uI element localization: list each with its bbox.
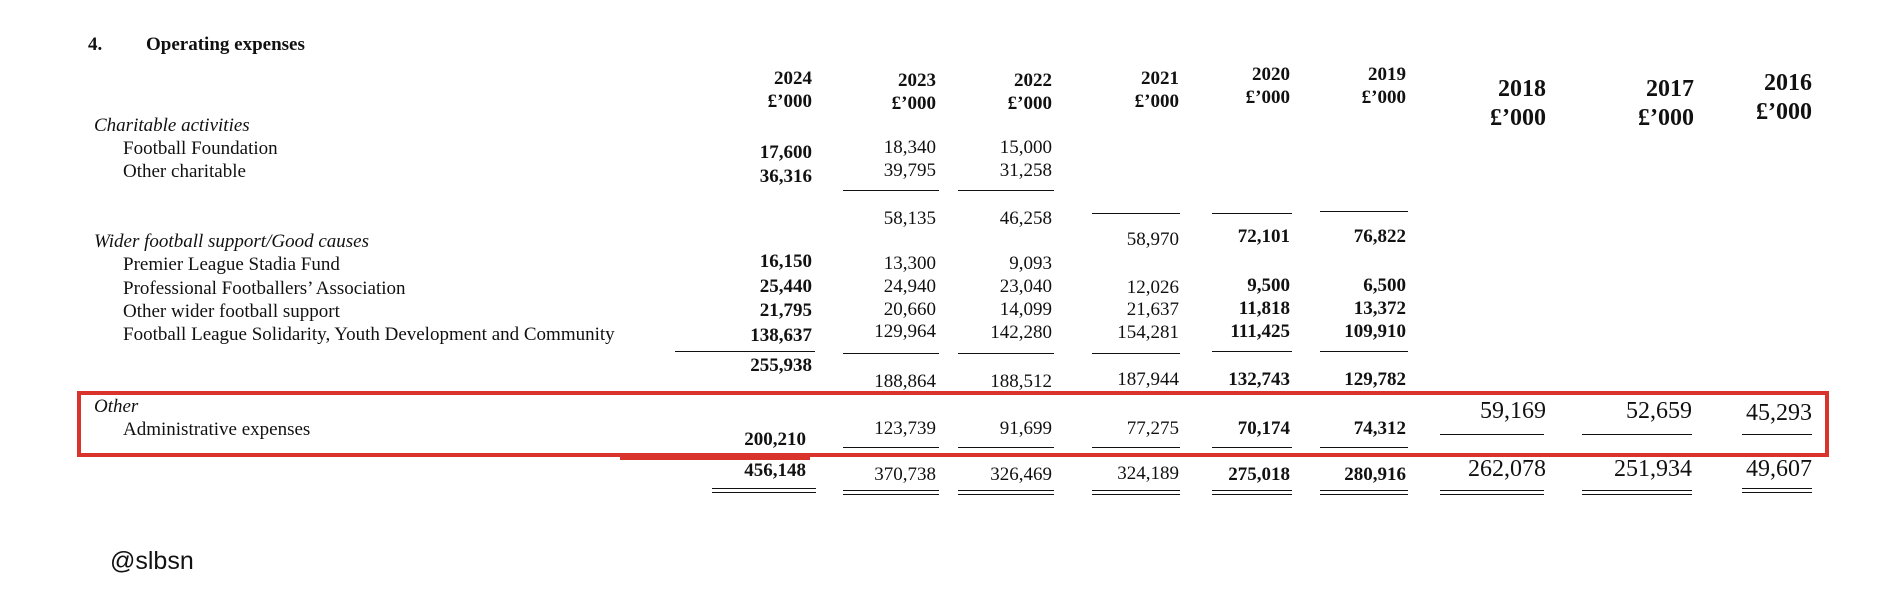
row-label-football-league: Football League Solidarity, Youth Development and Community xyxy=(123,324,615,345)
cell: 9,093 xyxy=(1009,253,1052,274)
other-heading: Other xyxy=(94,396,139,417)
cell: 21,795 xyxy=(759,300,812,321)
wider-subtotal: 188,864 xyxy=(874,371,936,392)
cell: 23,040 xyxy=(999,276,1052,297)
cell: 11,818 xyxy=(1238,298,1290,319)
row-label-other-wider: Other wider football support xyxy=(123,301,340,322)
total-cell: 456,148 xyxy=(744,460,806,481)
underline xyxy=(958,353,1054,354)
total-cell: 370,738 xyxy=(874,464,936,485)
wider-subtotal: 188,512 xyxy=(990,371,1052,392)
charitable-subtotal: 46,258 xyxy=(999,208,1052,229)
underline xyxy=(1092,213,1180,214)
cell: 12,026 xyxy=(1126,277,1179,298)
underline xyxy=(1212,213,1292,214)
admin-cell: 123,739 xyxy=(874,418,936,439)
double-underline xyxy=(1320,490,1408,495)
admin-cell: 52,659 xyxy=(1626,398,1692,424)
cell: 18,340 xyxy=(883,137,936,158)
admin-cell: 200,210 xyxy=(744,429,806,450)
underline xyxy=(1320,211,1408,212)
admin-cell: 70,174 xyxy=(1237,418,1290,439)
total-cell: 326,469 xyxy=(990,464,1052,485)
cell: 17,600 xyxy=(759,142,812,163)
charitable-subtotal: 58,135 xyxy=(883,208,936,229)
highlight-box xyxy=(77,391,1829,457)
double-underline xyxy=(843,490,939,495)
cell: 9,500 xyxy=(1247,275,1290,296)
underline xyxy=(843,353,939,354)
cell: 25,440 xyxy=(759,276,812,297)
row-label-stadia-fund: Premier League Stadia Fund xyxy=(123,254,340,275)
column-header-2018: 2018 £’000 xyxy=(1490,76,1546,131)
cell: 111,425 xyxy=(1230,321,1290,342)
double-underline xyxy=(1742,488,1812,493)
total-cell: 262,078 xyxy=(1468,456,1546,482)
underline xyxy=(1212,351,1292,352)
cell: 6,500 xyxy=(1363,275,1406,296)
column-header-2024: 2024 £’000 xyxy=(767,68,812,112)
cell: 142,280 xyxy=(990,322,1052,343)
cell: 154,281 xyxy=(1117,322,1179,343)
cell: 36,316 xyxy=(759,166,812,187)
column-header-2022: 2022 £’000 xyxy=(1007,70,1052,114)
section-number: 4. xyxy=(88,34,103,55)
double-underline xyxy=(1212,490,1292,495)
cell: 15,000 xyxy=(999,137,1052,158)
wider-subtotal: 129,782 xyxy=(1344,369,1406,390)
wider-heading: Wider football support/Good causes xyxy=(94,231,369,252)
column-header-2021: 2021 £’000 xyxy=(1134,68,1179,112)
row-label-pfa: Professional Footballers’ Association xyxy=(123,278,406,299)
admin-cell: 59,169 xyxy=(1480,398,1546,424)
underline xyxy=(675,351,815,352)
wider-headline: 72,101 xyxy=(1237,226,1290,247)
cell: 109,910 xyxy=(1344,321,1406,342)
cell: 13,300 xyxy=(883,253,936,274)
column-header-2016: 2016 £’000 xyxy=(1756,70,1812,125)
row-label-other-charitable: Other charitable xyxy=(123,161,246,182)
cell: 24,940 xyxy=(883,276,936,297)
total-cell: 324,189 xyxy=(1117,463,1179,484)
double-underline xyxy=(712,488,816,493)
cell: 14,099 xyxy=(999,299,1052,320)
double-underline xyxy=(1092,490,1180,495)
total-cell: 49,607 xyxy=(1746,456,1812,482)
cell: 138,637 xyxy=(750,325,812,346)
double-underline xyxy=(958,490,1054,495)
double-underline xyxy=(1440,490,1544,495)
cell: 21,637 xyxy=(1126,299,1179,320)
underline xyxy=(1320,351,1408,352)
wider-subtotal: 132,743 xyxy=(1228,369,1290,390)
charitable-heading: Charitable activities xyxy=(94,115,250,136)
cell: 13,372 xyxy=(1353,298,1406,319)
section-title: Operating expenses xyxy=(146,34,305,55)
column-header-2020: 2020 £’000 xyxy=(1245,64,1290,108)
underline xyxy=(958,190,1054,191)
wider-subtotal-2024: 255,938 xyxy=(750,355,812,376)
cell: 39,795 xyxy=(883,160,936,181)
author-handle: @slbsn xyxy=(110,547,194,575)
admin-cell: 91,699 xyxy=(999,418,1052,439)
admin-cell: 74,312 xyxy=(1353,418,1406,439)
underline xyxy=(1092,353,1180,354)
underline xyxy=(843,190,939,191)
admin-cell: 45,293 xyxy=(1746,400,1812,426)
wider-headline: 58,970 xyxy=(1126,229,1179,250)
column-header-2023: 2023 £’000 xyxy=(891,70,936,114)
cell: 129,964 xyxy=(874,321,936,342)
total-cell: 251,934 xyxy=(1614,456,1692,482)
cell: 16,150 xyxy=(759,251,812,272)
column-header-2017: 2017 £’000 xyxy=(1638,76,1694,131)
row-label-administrative-expenses: Administrative expenses xyxy=(123,419,311,440)
column-header-2019: 2019 £’000 xyxy=(1361,64,1406,108)
double-underline xyxy=(1582,490,1692,495)
admin-cell: 77,275 xyxy=(1126,418,1179,439)
cell: 20,660 xyxy=(883,299,936,320)
row-label-football-foundation: Football Foundation xyxy=(123,138,278,159)
wider-headline: 76,822 xyxy=(1353,226,1406,247)
total-cell: 280,916 xyxy=(1344,464,1406,485)
cell: 31,258 xyxy=(999,160,1052,181)
total-cell: 275,018 xyxy=(1228,464,1290,485)
wider-subtotal: 187,944 xyxy=(1117,369,1179,390)
